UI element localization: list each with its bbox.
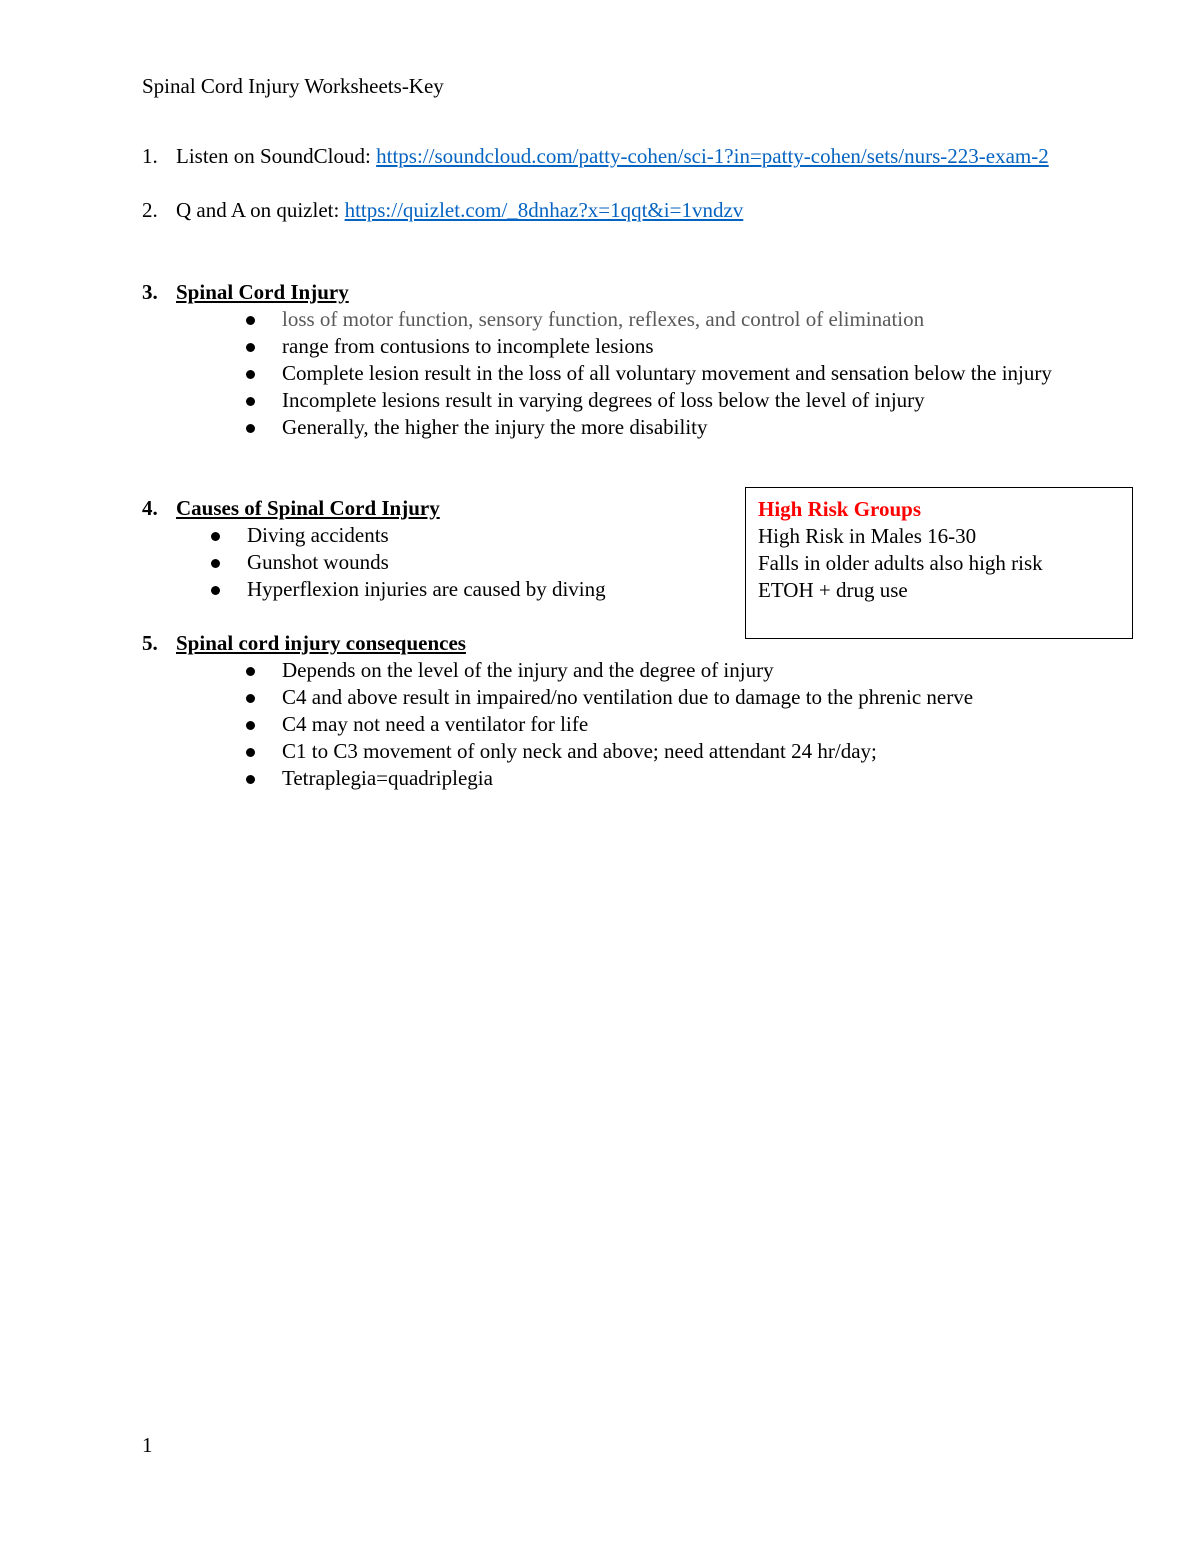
list-item	[282, 684, 1082, 711]
section-heading-causes	[142, 495, 440, 522]
list-item	[282, 738, 1082, 765]
risk-line: Falls in older adults also high risk	[758, 551, 1043, 575]
risk-box-title: High Risk Groups	[758, 497, 922, 521]
section-heading-spinal-cord-injury	[142, 279, 349, 306]
section-heading-consequences	[142, 630, 466, 657]
bullet-text: Complete lesion result in the loss of all voluntary movement and sensation below the injury	[282, 361, 1052, 385]
bullet-icon	[246, 667, 255, 676]
risk-line: ETOH + drug use	[758, 578, 908, 602]
list-item	[282, 414, 1072, 441]
bullet-text: Hyperflexion injuries are caused by diving	[247, 577, 606, 601]
list-item	[282, 360, 1072, 387]
section-number: 4.	[142, 496, 158, 520]
bullet-text: loss of motor function, sensory function, reflexes, and control of elimination	[282, 307, 925, 331]
list-item-soundcloud	[142, 143, 1092, 170]
list-item-quizlet	[142, 197, 1092, 224]
bullet-icon	[246, 694, 255, 703]
bullet-icon	[211, 559, 220, 568]
page-title: Spinal Cord Injury Worksheets-Key	[142, 74, 444, 98]
soundcloud-label: Listen on SoundCloud:	[176, 144, 377, 168]
section-number: 3.	[142, 280, 158, 304]
list-item	[282, 387, 1072, 414]
bullet-icon	[211, 586, 220, 595]
soundcloud-link[interactable]: https://soundcloud.com/patty-cohen/sci-1?in=patty-cohen/sets/nurs-223-exam-2	[376, 144, 1049, 168]
section-title: Spinal cord injury consequences	[176, 631, 466, 655]
list-item	[282, 333, 1072, 360]
bullet-text: Generally, the higher the injury the more disability	[282, 415, 708, 439]
high-risk-groups-box	[745, 487, 1133, 639]
bullet-icon	[246, 748, 255, 757]
bullet-text: range from contusions to incomplete lesions	[282, 334, 654, 358]
bullet-icon	[246, 343, 255, 352]
list-item	[247, 549, 727, 576]
list-item	[247, 522, 727, 549]
list-item	[282, 657, 1082, 684]
bullet-text: C4 and above result in impaired/no ventilation due to damage to the phrenic nerve	[282, 685, 974, 709]
bullet-icon	[246, 775, 255, 784]
bullet-icon	[211, 532, 220, 541]
list-item	[282, 306, 1072, 333]
section-title: Spinal Cord Injury	[176, 280, 349, 304]
bullet-list-spinal-cord-injury	[282, 306, 1072, 441]
bullet-text: C4 may not need a ventilator for life	[282, 712, 589, 736]
list-item	[247, 576, 727, 603]
list-item	[282, 765, 1082, 792]
bullet-text: C1 to C3 movement of only neck and above; need attendant 24 hr/day;	[282, 739, 877, 763]
page-number: 1	[142, 1433, 153, 1457]
bullet-list-consequences	[282, 657, 1082, 792]
quizlet-label: Q and A on quizlet:	[176, 198, 345, 222]
list-number: 2.	[142, 198, 158, 222]
section-title: Causes of Spinal Cord Injury	[176, 496, 440, 520]
risk-line: High Risk in Males 16-30	[758, 524, 977, 548]
bullet-icon	[246, 316, 255, 325]
bullet-icon	[246, 370, 255, 379]
bullet-text: Depends on the level of the injury and the degree of injury	[282, 658, 774, 682]
list-item	[282, 711, 1082, 738]
quizlet-link[interactable]: https://quizlet.com/_8dnhaz?x=1qqt&i=1vndzv	[344, 198, 744, 222]
bullet-text: Incomplete lesions result in varying degrees of loss below the level of injury	[282, 388, 925, 412]
bullet-icon	[246, 721, 255, 730]
bullet-icon	[246, 424, 255, 433]
bullet-text: Tetraplegia=quadriplegia	[282, 766, 493, 790]
bullet-icon	[246, 397, 255, 406]
bullet-text: Diving accidents	[247, 523, 389, 547]
bullet-text: Gunshot wounds	[247, 550, 389, 574]
bullet-list-causes	[247, 522, 727, 603]
list-number: 1.	[142, 144, 158, 168]
section-number: 5.	[142, 631, 158, 655]
